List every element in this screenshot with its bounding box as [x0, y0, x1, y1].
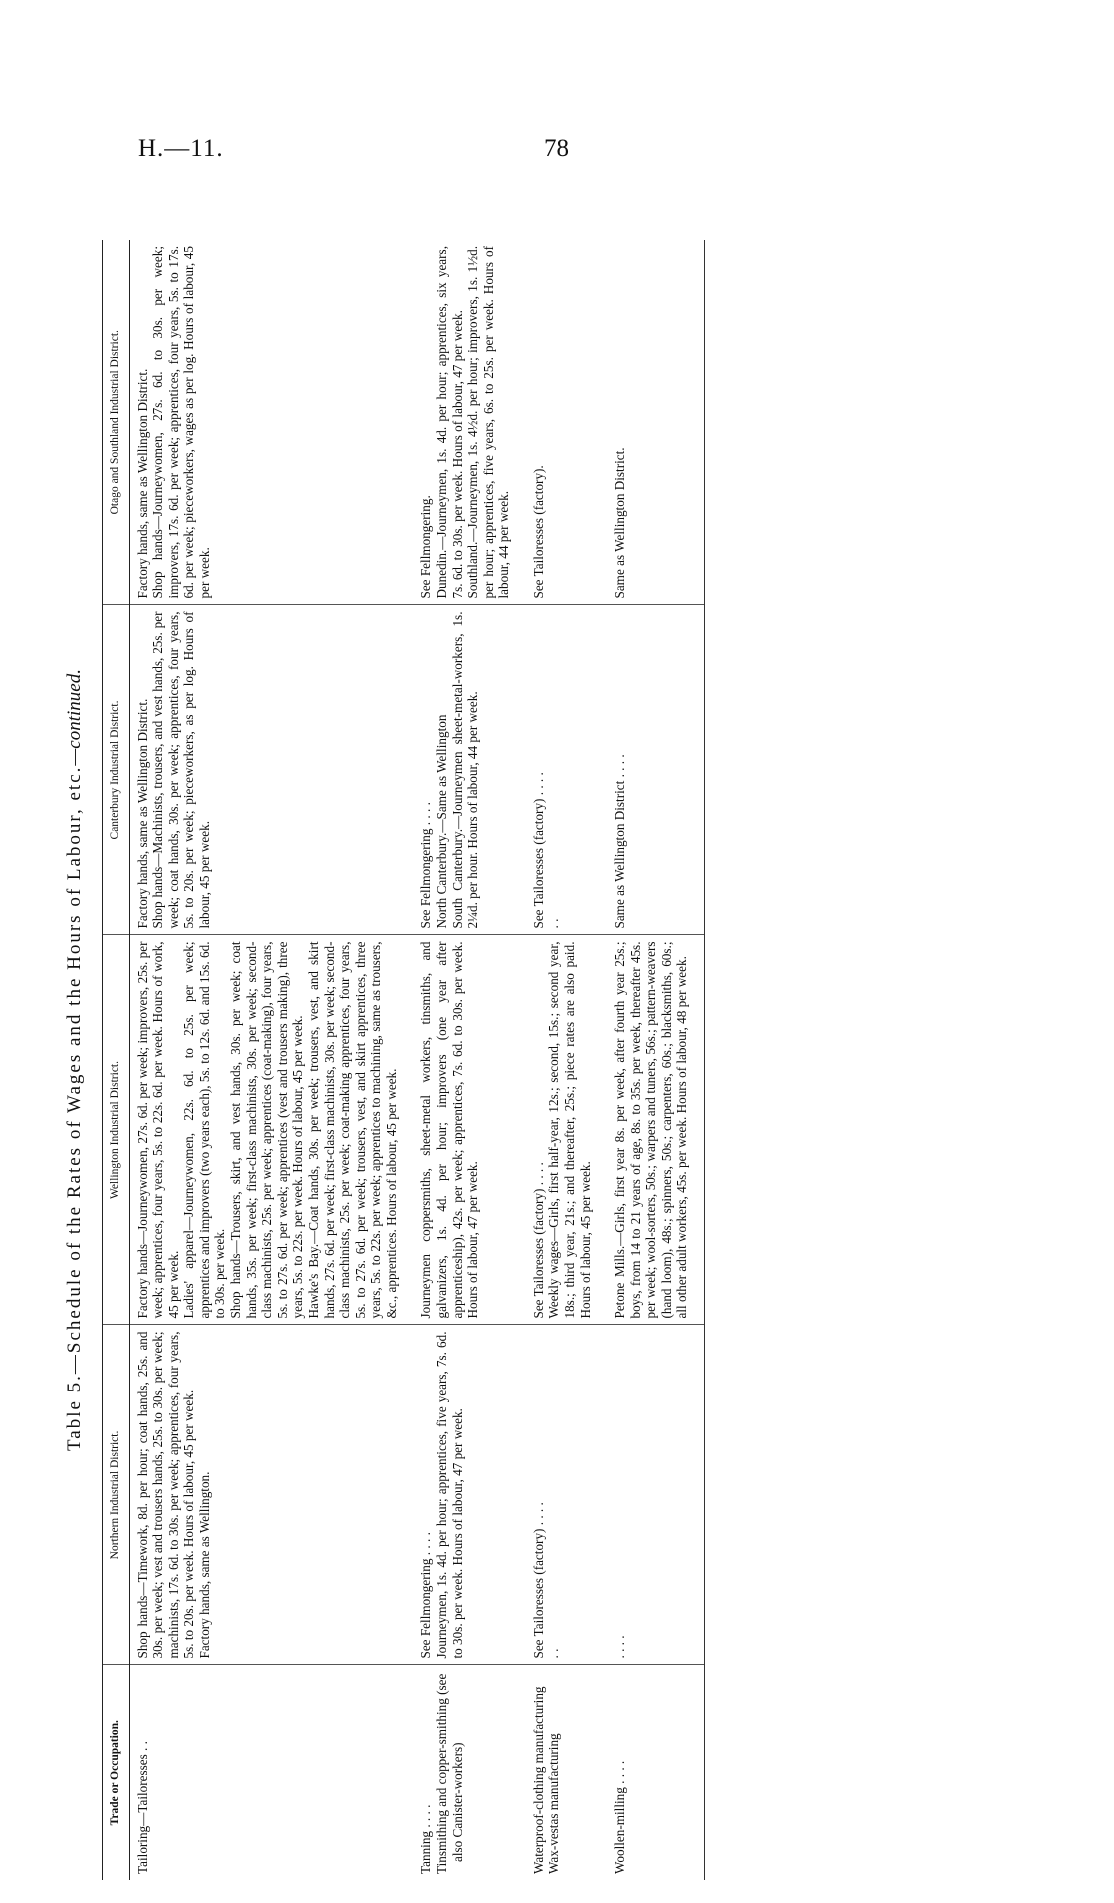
table-row — [607, 240, 704, 1880]
canterbury-text: See Tailoresses (factory) . . . . . . — [530, 772, 562, 929]
trade-name: Waterproof-clothing manufacturing — [530, 1686, 546, 1874]
wellington-text: Journeymen coppersmiths, sheet-metal workers, tinsmiths, and galvanizers, 1s. 4d. per hour; improvers (one year after apprenticeship), 42s. per week; apprentices, 7s. 6d. to 30s. per week. Hours of labour, 47 per week. — [418, 941, 481, 1319]
table-row — [526, 240, 607, 1880]
column-header-canterbury: Canterbury Industrial District. — [103, 605, 130, 935]
canterbury-text: Factory hands, same as Wellington District. Shop hands—Machinists, trousers, and vest hands, 25s. per week; coat hands, 30s. per week; apprentices, four years, 5s. to 20s. per week; pieceworkers, as per log. Hours of labour, 45 per week. — [134, 611, 212, 929]
column-header-northern: Northern Industrial District. — [103, 1325, 130, 1665]
column-header-otago: Otago and Southland Industrial District. — [103, 240, 130, 605]
cell-otago — [607, 240, 704, 605]
cell-trade — [413, 1665, 525, 1880]
cell-trade — [607, 1665, 704, 1880]
cell-northern — [526, 1325, 607, 1665]
column-header-wellington: Wellington Industrial District. — [103, 935, 130, 1325]
wellington-text: See Tailoresses (factory) . . . . Weekly wages—Girls, first half-year, 12s.; second, 15s.; second year, 18s.; third year, 21s.; and thereafter, 25s.; piece rates are also paid. Hours of labour, 45 per week. — [530, 941, 593, 1319]
otago-text: Factory hands, same as Wellington District. Shop hands—Journeywomen, 27s. 6d. to 30s. per week; improvers, 17s. 6d. per week; apprentices, four years, 5s. to 17s. 6d. per week; pieceworkers, wages as per log. Hours of labour, 45 per week. — [134, 246, 212, 599]
cell-canterbury — [526, 605, 607, 935]
table-caption — [64, 240, 86, 1880]
caption-continued: —continued. — [64, 669, 85, 766]
trade-name: Tanning . . . . — [418, 1804, 434, 1874]
header-reference: H.—11. — [138, 135, 224, 162]
table-body — [129, 240, 705, 1880]
header-row — [103, 240, 130, 1880]
trade-name: Wax-vestas manufacturing — [546, 1733, 562, 1874]
northern-text: Shop hands—Timework, 8d. per hour; coat hands, 25s. and 30s. per week; vest and trousers hands, 25s. to 30s. per week; machinists, 17s. 6d. to 30s. per week; apprentices, four years, 5s. to 20s. per week. Hours of labour, 45 per week. Factory hands, same as Wellington. — [134, 1331, 212, 1659]
cell-trade — [526, 1665, 607, 1880]
cell-wellington — [129, 935, 413, 1325]
wellington-text: Factory hands—Journeywomen, 27s. 6d. per week; improvers, 25s. per week; apprentices, four years, 5s. to 22s. 6d. per week. Hours of work, 45 per week. Ladies' apparel—Journeywomen, 22s. 6d. to 25s. per week; apprentices and improvers (two years each), 5s. to 12s. 6d. and 15s. 6d. to 30s. per week. Shop hands—Trousers, skirt, and vest hands, 30s. per week; coat hands, 35s. per week; first-class machinists, 30s. per week; second-class machinists, 25s. per week; apprentices (coat-making), four years, 5s. to 27s. 6d. per week; apprentices (vest and trousers making), three years, 5s. to 22s. per week. Hours of labour, 45 per week. Hawke's Bay.—Coat hands, 30s. per week; trousers, vest, and skirt hands, 27s. 6d. per week; first-class machinists, 30s. per week; second-class machinists, 25s. per week; coat-making apprentices, four years, 5s. to 27s. 6d. per week; trousers, vest, and skirt apprentices, three years, 5s. to 22s. per week; apprentices to machining, same as trousers, &c., apprentices. Hours of labour, 45 per week. — [134, 941, 399, 1319]
trade-name: Tinsmithing and copper-smithing (see also Canister-workers) — [433, 1673, 465, 1874]
wages-schedule-table — [102, 240, 705, 1880]
trade-name: Tailoring—Tailoresses . . — [134, 1741, 150, 1874]
caption-title: Table 5.—Schedule of the Rates of Wages and the Hours of Labour, etc. — [64, 765, 85, 1451]
cell-otago — [413, 240, 525, 605]
cell-wellington — [526, 935, 607, 1325]
canterbury-text: See Fellmongering . . . . North Canterbury.—Same as Wellington South Canterbury.—Journeymen sheet-metal-workers, 1s. 2¼d. per hour. Hours of labour, 44 per week. — [418, 611, 481, 929]
cell-northern — [413, 1325, 525, 1665]
table-row — [413, 240, 525, 1880]
cell-otago — [129, 240, 413, 605]
cell-northern — [607, 1325, 704, 1665]
northern-text: See Tailoresses (factory) . . . . . . — [530, 1502, 562, 1659]
page-number: 78 — [544, 135, 569, 162]
column-header-trade: Trade or Occupation. — [103, 1665, 130, 1880]
northern-text: See Fellmongering . . . . Journeymen, 1s. 4d. per hour; apprentices, five years, 7s. 6d. to 30s. per week. Hours of labour, 47 per week. — [418, 1331, 465, 1659]
rotated-table-area — [64, 240, 1064, 1880]
cell-wellington — [607, 935, 704, 1325]
cell-canterbury — [129, 605, 413, 935]
canterbury-text: Same as Wellington District . . . . — [612, 754, 628, 929]
otago-text: Same as Wellington District. — [612, 447, 628, 599]
cell-northern — [129, 1325, 413, 1665]
cell-trade — [129, 1665, 413, 1880]
northern-text: . . . . — [612, 1635, 628, 1659]
cell-wellington — [413, 935, 525, 1325]
otago-text: See Fellmongering. Dunedin.—Journeymen, 1s. 4d. per hour; apprentices, six years, 7s. 6d. to 30s. per week. Hours of labour, 47 per week. Southland.—Journeymen, 1s. 4½d. per hour; improvers, 1s. 1½d. per hour; apprentices, five years, 6s. to 25s. per week. Hours of labour, 44 per week. — [418, 246, 512, 599]
otago-text: See Tailoresses (factory). — [530, 465, 546, 599]
wellington-text: Petone Mills.—Girls, first year 8s. per week, after fourth year 25s.; boys, from 14 to 21 years of age, 8s. to 35s. per week, thereafter 45s. per week; wool-sorters, 50s.; warpers and tuners, 56s.; pattern-weavers (hand loom), 48s.; spinners, 50s.; carpenters, 60s.; blacksmiths, 60s.; all other adult workers, 45s. per week. Hours of labour, 48 per week. — [612, 941, 690, 1319]
cell-canterbury — [607, 605, 704, 935]
cell-canterbury — [413, 605, 525, 935]
trade-name: Woollen-milling . . . . — [612, 1760, 628, 1874]
cell-otago — [526, 240, 607, 605]
table-row — [129, 240, 413, 1880]
